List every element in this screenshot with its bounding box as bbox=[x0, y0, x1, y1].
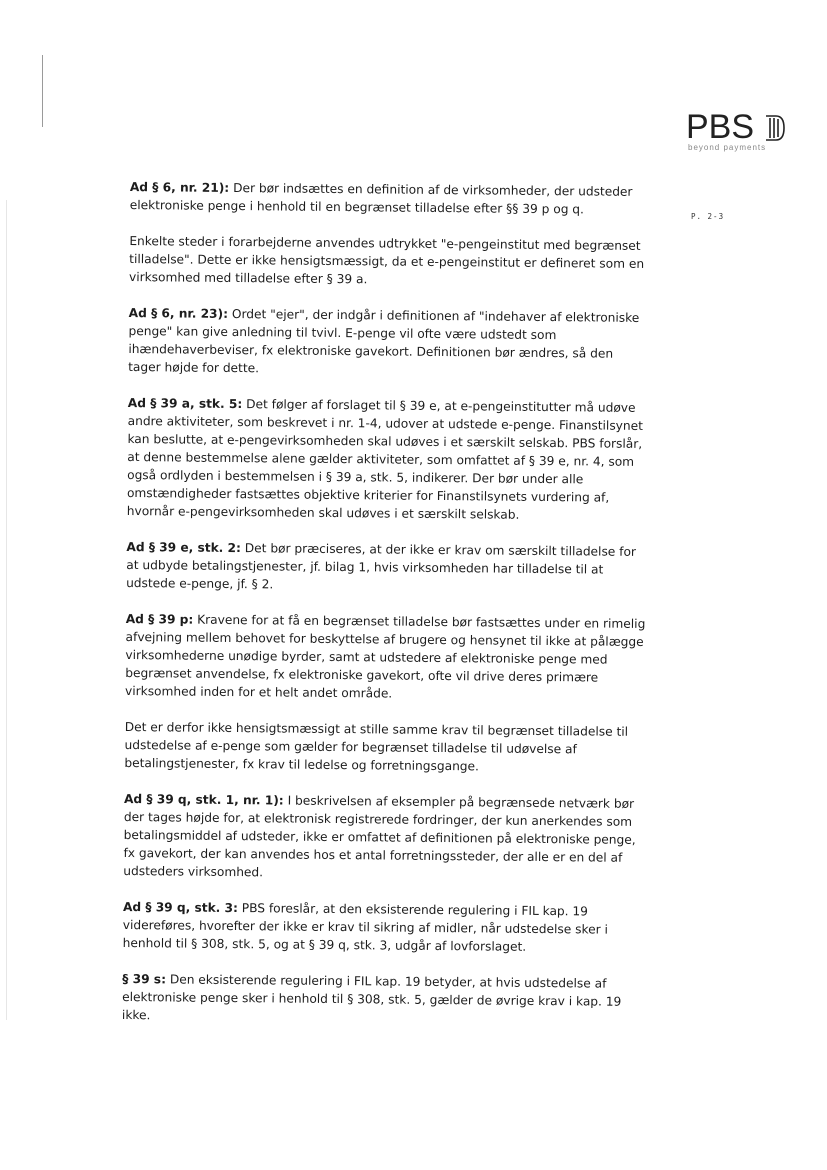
logo-bars-icon bbox=[764, 114, 788, 142]
paragraph-text: PBS foreslår, at den eksisterende regulering i FIL kap. 19 videreføres, hvorefter der ikke er krav til sikring af midler, når udstedelse sker i henhold til § 308, stk. 5, og at § 39 q, stk. 3, udgår af lovforslaget. bbox=[122, 901, 608, 954]
paragraph-heading: Ad § 39 e, stk. 2: bbox=[126, 539, 242, 556]
logo-tagline: beyond payments bbox=[688, 143, 767, 152]
paragraph-heading: Ad § 6, nr. 21): bbox=[129, 179, 230, 195]
paragraph-text: Kravene for at få en begrænset tilladelse bør fastsættes under en rimelig afvejning mellem behovet for beskyttelse af brugere og hensynet til ikke at pålægge virksomhederne unødige byrder, samt at udstedere af elektroniske penge med begrænset anvendelse, fx elektroniske gavekort, ofte vil drive deres primære virksomhed inden for et helt andet område. bbox=[125, 612, 646, 701]
paragraph-heading: § 39 s: bbox=[122, 971, 167, 987]
logo-text: PBS bbox=[686, 108, 755, 146]
paragraph-text: Det er derfor ikke hensigtsmæssigt at stille samme krav til begrænset tilladelse til udstedelse af e-penge som gælder for begrænset tilladelse til udøvelse af betalingstjenester, fx krav til ledelse og forretningsgange. bbox=[124, 719, 629, 774]
paragraph-text: Enkelte steder i forarbejderne anvendes udtrykket "e-pengeinstitut med begrænset tilladelse". Dette er ikke hensigtsmæssigt, da et e-pengeinstitut er defineret som en virksomhed med tilladelse efter § 39 a. bbox=[128, 233, 645, 287]
document-body bbox=[122, 178, 650, 1047]
paragraph bbox=[128, 304, 649, 381]
paragraph-heading: Ad § 39 q, stk. 3: bbox=[122, 899, 239, 916]
page-number: P. 2-3 bbox=[691, 212, 725, 221]
paragraph-text: Det følger af forslaget til § 39 e, at e-pengeinstitutter må udøve andre aktiviteter, som beskrevet i nr. 1-4, udover at udstede e-penge. Finanstilsynet kan beslutte, at e-pengevirksomheden skal udøves i et særskilt selskab. PBS forslår, at denne bestemmelse alene gælder aktiviteter, som omfattet af § 39 e, nr. 4, som også ordlyden i bestemmelsen i § 39 a, stk. 5, indikerer. Der bør under alle omstændigheder fastsættes objektive kriterier for Finanstilsynets vurdering af, hvornår e-pengevirksomheden skal udøves i et særskilt selskab. bbox=[126, 397, 643, 522]
paragraph-heading: Ad § 39 q, stk. 1, nr. 1): bbox=[123, 791, 284, 808]
paragraph-heading: Ad § 39 a, stk. 5: bbox=[127, 395, 243, 412]
paragraph-text: I beskrivelsen af eksempler på begrænsede netværk bør der tages højde for, at elektronisk registrerede fordringer, der kun anerkendes som betalingsmiddel af udsteder, ikke er omfattet af definitionen på elektroniske penge, fx gavekort, der kan anvendes hos et antal forretningssteder, der alle er en del af udsteders virksomhed. bbox=[123, 793, 636, 880]
paragraph bbox=[130, 178, 650, 219]
paragraph-text: Det bør præciseres, at der ikke er krav om særskilt tilladelse for at udbyde betalingstjenester, jf. bilag 1, hvis virksomheden har tilladelse til at udstede e-penge, jf. § 2. bbox=[126, 541, 637, 592]
paragraph-text: Der bør indsættes en definition af de virksomheder, der udsteder elektroniske penge i henhold til en begrænset tilladelse efter §§ 39 p og q. bbox=[129, 180, 633, 217]
paragraph bbox=[125, 610, 646, 705]
paragraph bbox=[123, 898, 643, 957]
paragraph bbox=[127, 394, 648, 525]
paragraph bbox=[122, 970, 642, 1029]
paragraph-text: Den eksisterende regulering i FIL kap. 19 betyder, at hvis udstedelse af elektroniske penge sker i henhold til § 308, stk. 5, gælder de øvrige krav i kap. 19 ikke. bbox=[121, 972, 622, 1023]
paragraph bbox=[123, 790, 644, 885]
scan-edge-shadow bbox=[6, 200, 7, 1020]
paragraph bbox=[124, 718, 644, 777]
paragraph bbox=[126, 538, 646, 597]
paragraph bbox=[129, 232, 649, 291]
pbs-logo bbox=[686, 110, 798, 156]
paragraph-text: Ordet "ejer", der indgår i definitionen af "indehaver af elektroniske penge" kan give anledning til tvivl. E-penge vil ofte være udstedt som ihændehaverbeviser, fx elektroniske gavekort. Definitionen bør ændres, så den tager højde for dette. bbox=[128, 306, 640, 376]
paragraph-heading: Ad § 6, nr. 23): bbox=[128, 305, 229, 321]
paragraph-heading: Ad § 39 p: bbox=[125, 611, 194, 627]
scan-margin-line bbox=[42, 55, 43, 127]
